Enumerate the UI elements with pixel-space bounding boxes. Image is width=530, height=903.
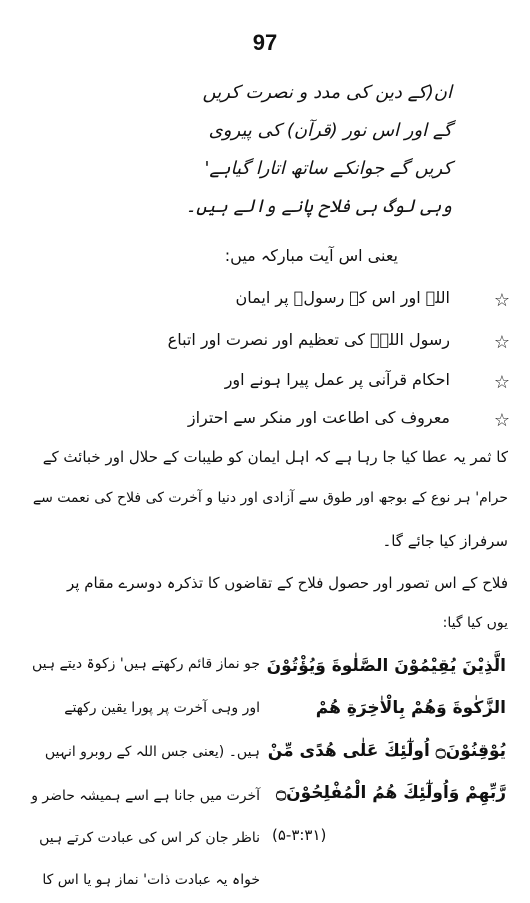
translation-line: ناظر جان کر اس کی عبادت کرتے ہیں: [39, 830, 260, 846]
quote-line: کریں گے جوانکے ساتھ اتارا گیاہے': [204, 158, 452, 179]
bullet-item: رسول اللہؐ کی تعظیم اور نصرت اور اتباع: [167, 330, 450, 349]
star-icon: ☆: [493, 410, 510, 431]
translation-line: آخرت میں جانا ہے اسے ہمیشہ حاضر و: [31, 788, 260, 804]
translation-line: اور وہی آخرت پر پورا یقین رکھتے: [64, 700, 260, 716]
quote-line: گے اور اس نور (قرآن) کی پیروی: [208, 120, 452, 141]
bullet-item: احکام قرآنی پر عمل پیرا ہونے اور: [224, 370, 450, 389]
translation-line: جو نماز قائم رکھتے ہیں' زکوۃ دیتے ہیں: [32, 656, 260, 672]
star-icon: ☆: [493, 290, 510, 311]
paragraph-line: حرام' ہر نوع کے بوجھ اور طوق سے آزادی اور دنیا و آخرت کی فلاح کی نعمت سے: [32, 490, 508, 506]
arabic-verse-line: الَّذِيْنَ يُقِيْمُوْنَ الصَّلٰوةَ وَيُؤْتُوْنَ: [266, 656, 506, 676]
transition-line: یوں کیا گیا:: [442, 615, 508, 631]
bullet-item: اللہ اور اس کے رسولؐ پر ایمان: [235, 288, 450, 307]
arabic-verse-line: الزَّكٰوةَ وَهُمْ بِالْاٰخِرَةِ هُمْ: [315, 698, 506, 718]
star-icon: ☆: [493, 332, 510, 353]
star-icon: ☆: [493, 372, 510, 393]
transition-line: فلاح کے اس تصور اور حصول فلاح کے تقاضوں کا تذکرہ دوسرے مقام پر: [67, 574, 508, 592]
translation-line: ہیں۔ (یعنی جس اللہ کے روبرو انہیں: [44, 744, 260, 760]
quote-line: ان(کے دین کی مدد و نصرت کریں: [202, 82, 452, 103]
intro-heading: یعنی اس آیت مبارکہ میں:: [224, 246, 398, 265]
translation-line: خواہ یہ عبادت ذات' نماز ہو یا اس کا: [42, 872, 260, 888]
paragraph-line: سرفراز کیا جائے گا۔: [382, 532, 508, 550]
arabic-verse-line: يُوْقِنُوْنَ۝ اُولٰٓئِكَ عَلٰى هُدًى مِّنْ: [267, 741, 506, 761]
bullet-item: معروف کی اطاعت اور منکر سے احتراز: [187, 408, 450, 427]
paragraph-line: کا ثمر یہ عطا کیا جا رہا ہے کہ اہل ایمان کو طیبات کے حلال اور خبائث کے: [42, 448, 508, 466]
page-number: 97: [252, 30, 278, 55]
quote-line: وہی لوگ ہی فلاح پانے والے ہیں۔: [185, 196, 452, 217]
arabic-verse-line: رَّبِّهِمْ وَاُولٰٓئِكَ هُمُ الْمُفْلِحُوْنَ۝: [276, 783, 506, 803]
